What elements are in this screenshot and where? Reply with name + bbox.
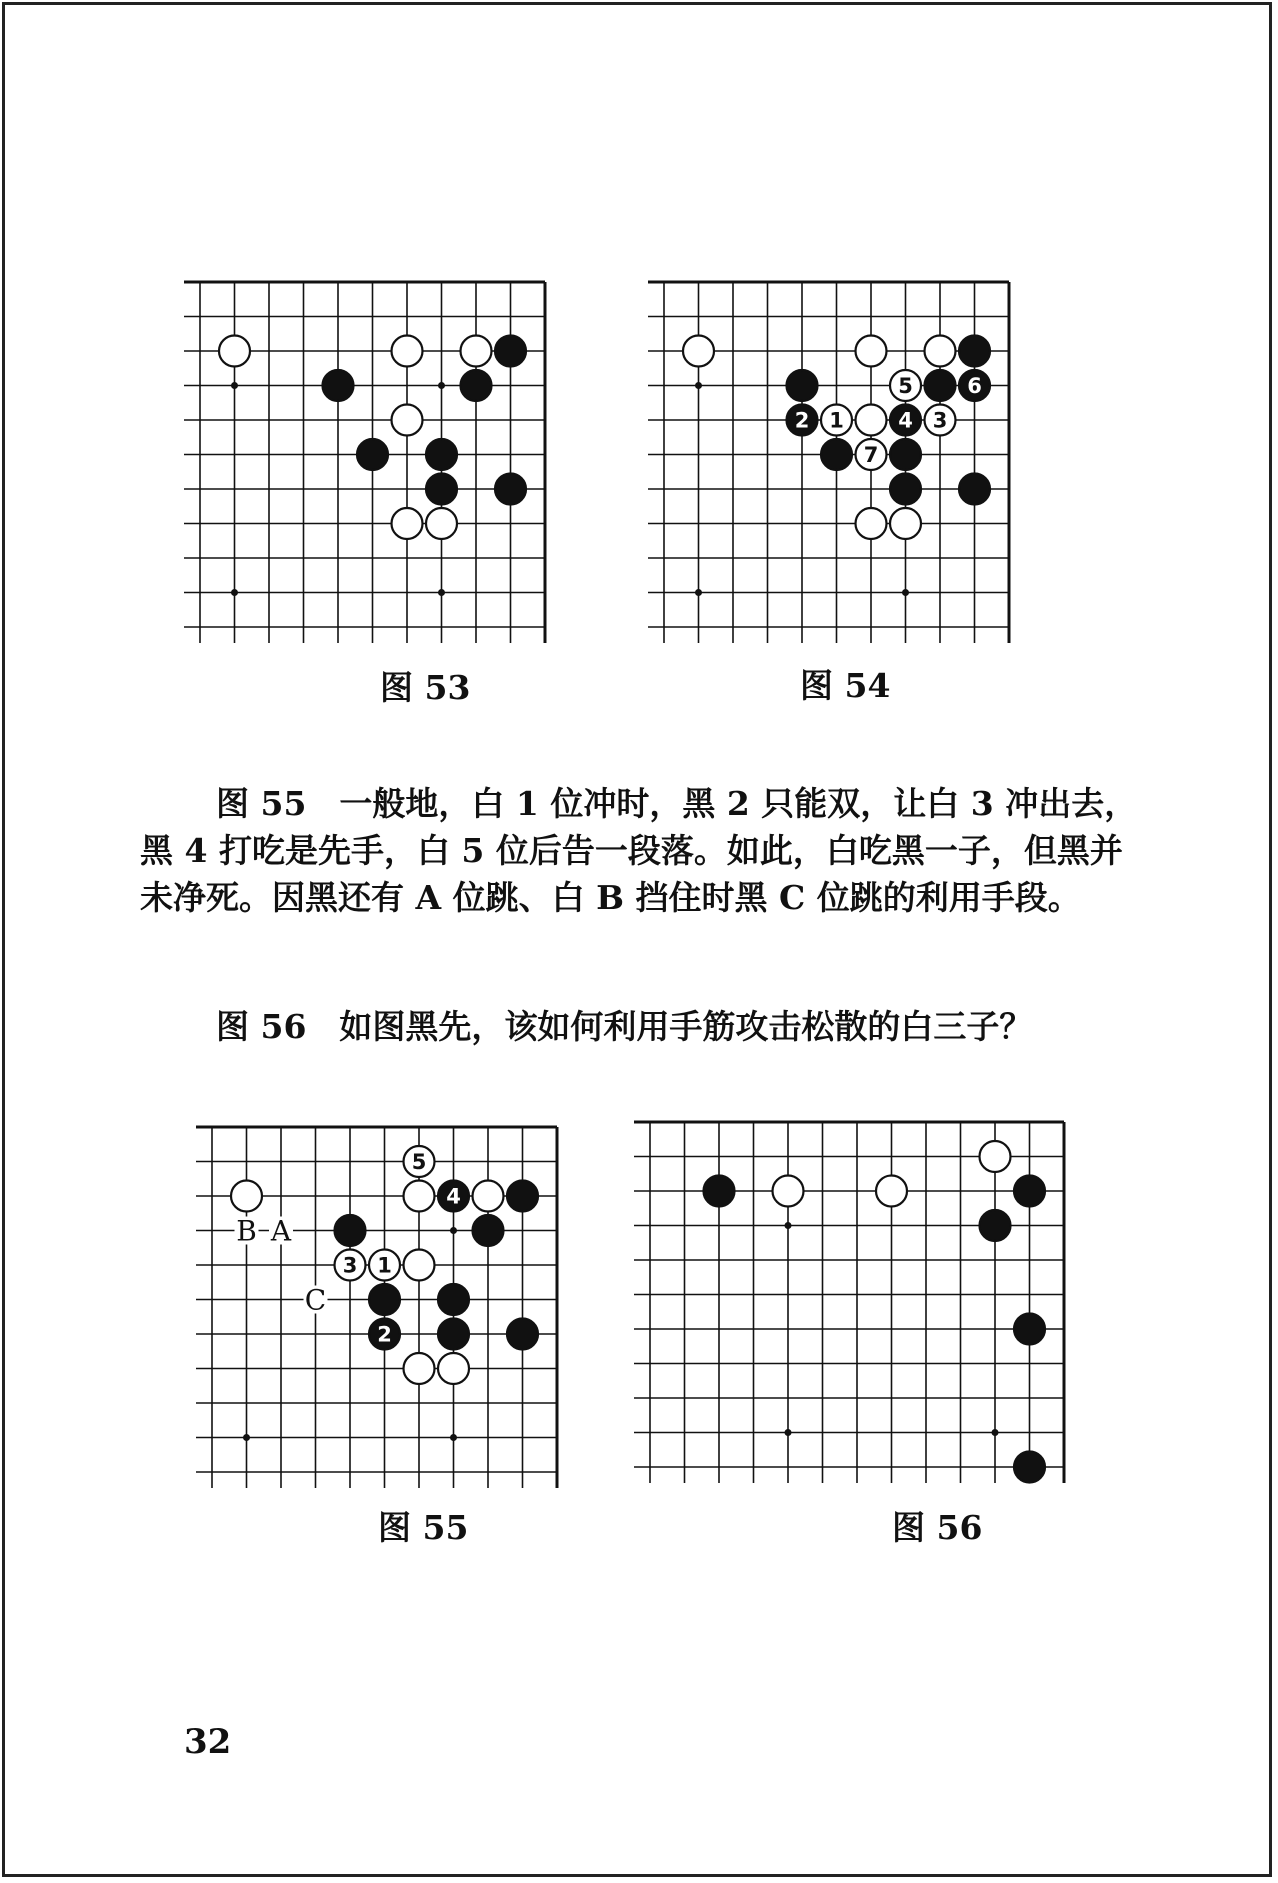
black-stone-2: [787, 405, 818, 436]
star-point: [695, 382, 702, 389]
go-board-fig55: [190, 1117, 570, 1487]
white-stone: [856, 508, 887, 539]
paragraph-fig55-explanation: 图 55 一般地，白 1 位冲时，黑 2 只能双，让白 3 冲出去，黑 4 打吃是先手，白 5 位后告一段落。如此，白吃黑一子，但黑并未净死。因黑还有 A 位跳、白 B 挡住时黑 C 位跳的利用手段。: [140, 784, 1138, 917]
black-stone: [357, 439, 388, 470]
move-number: 1: [377, 1253, 392, 1278]
white-stone: [925, 336, 956, 367]
black-stone: [426, 474, 457, 505]
white-stone: [426, 508, 457, 539]
move-number: 4: [898, 408, 913, 433]
move-number: 2: [377, 1322, 392, 1347]
black-stone: [1014, 1314, 1045, 1345]
black-stone: [980, 1210, 1011, 1241]
white-stone-3: [335, 1250, 366, 1281]
black-stone: [959, 336, 990, 367]
figure-caption-53: 图 53: [380, 668, 471, 707]
board-label-C: C: [304, 1283, 327, 1317]
paragraph-fig56-problem: 图 56 如图黑先，该如何利用手筋攻击松散的白三子？: [216, 1007, 1033, 1046]
black-stone: [1014, 1452, 1045, 1483]
move-number: 3: [932, 408, 948, 433]
white-stone: [980, 1141, 1011, 1172]
black-stone: [438, 1284, 469, 1315]
star-point: [450, 1227, 457, 1234]
black-stone: [473, 1215, 504, 1246]
figure-caption-56: 图 56: [892, 1508, 983, 1547]
move-number: 1: [829, 408, 844, 433]
black-stone: [704, 1176, 735, 1207]
white-stone-7: [856, 439, 887, 470]
black-stone-4: [438, 1181, 469, 1212]
move-number: 6: [967, 374, 982, 398]
black-stone: [461, 370, 492, 401]
white-stone: [461, 336, 492, 367]
board-label-A: A: [270, 1214, 292, 1248]
black-stone: [507, 1319, 538, 1350]
white-stone: [231, 1181, 262, 1212]
white-stone: [683, 336, 714, 367]
go-board-fig56: [634, 1112, 1124, 1482]
white-stone: [392, 405, 423, 436]
star-point: [231, 589, 238, 596]
board-grid: [634, 1122, 1064, 1483]
black-stone: [426, 439, 457, 470]
white-stone-5: [404, 1146, 435, 1177]
white-stone: [438, 1353, 469, 1384]
star-point: [231, 382, 238, 389]
white-stone: [856, 405, 887, 436]
board-label-B: B: [236, 1214, 257, 1248]
move-number: 5: [898, 374, 913, 398]
move-number: 5: [411, 1150, 427, 1174]
move-number: 2: [794, 408, 810, 433]
white-stone-5: [890, 370, 921, 401]
move-number: 3: [342, 1253, 358, 1278]
star-point: [785, 1429, 792, 1436]
black-stone-6: [959, 370, 990, 401]
black-stone: [507, 1181, 538, 1212]
black-stone: [369, 1284, 400, 1315]
go-board-fig53: [190, 272, 570, 636]
figure-caption-55: 图 55: [378, 1508, 469, 1547]
black-stone: [438, 1319, 469, 1350]
white-stone: [404, 1250, 435, 1281]
black-stone-2: [369, 1319, 400, 1350]
page-number: 32: [184, 1722, 232, 1762]
black-stone: [335, 1215, 366, 1246]
star-point: [695, 589, 702, 596]
star-point: [992, 1429, 999, 1436]
black-stone: [495, 336, 526, 367]
star-point: [438, 382, 445, 389]
white-stone: [404, 1181, 435, 1212]
white-stone-1: [821, 405, 852, 436]
star-point: [785, 1222, 792, 1229]
black-stone-4: [890, 405, 921, 436]
white-stone: [876, 1176, 907, 1207]
star-point: [902, 589, 909, 596]
black-stone: [890, 474, 921, 505]
figure-caption-54: 图 54: [800, 666, 891, 705]
black-stone: [1014, 1176, 1045, 1207]
star-point: [450, 1434, 457, 1441]
white-stone: [404, 1353, 435, 1384]
white-stone: [219, 336, 250, 367]
black-stone: [925, 370, 956, 401]
star-point: [243, 1434, 250, 1441]
star-point: [438, 589, 445, 596]
black-stone: [959, 474, 990, 505]
move-number: 4: [446, 1184, 461, 1209]
black-stone: [821, 439, 852, 470]
white-stone: [890, 508, 921, 539]
white-stone: [473, 1181, 504, 1212]
white-stone: [392, 336, 423, 367]
go-board-fig54: [654, 272, 1034, 636]
white-stone-3: [925, 405, 956, 436]
white-stone: [856, 336, 887, 367]
black-stone: [495, 474, 526, 505]
black-stone: [787, 370, 818, 401]
white-stone-1: [369, 1250, 400, 1281]
white-stone: [392, 508, 423, 539]
black-stone: [890, 439, 921, 470]
move-number: 7: [863, 443, 879, 467]
black-stone: [323, 370, 354, 401]
white-stone: [773, 1176, 804, 1207]
